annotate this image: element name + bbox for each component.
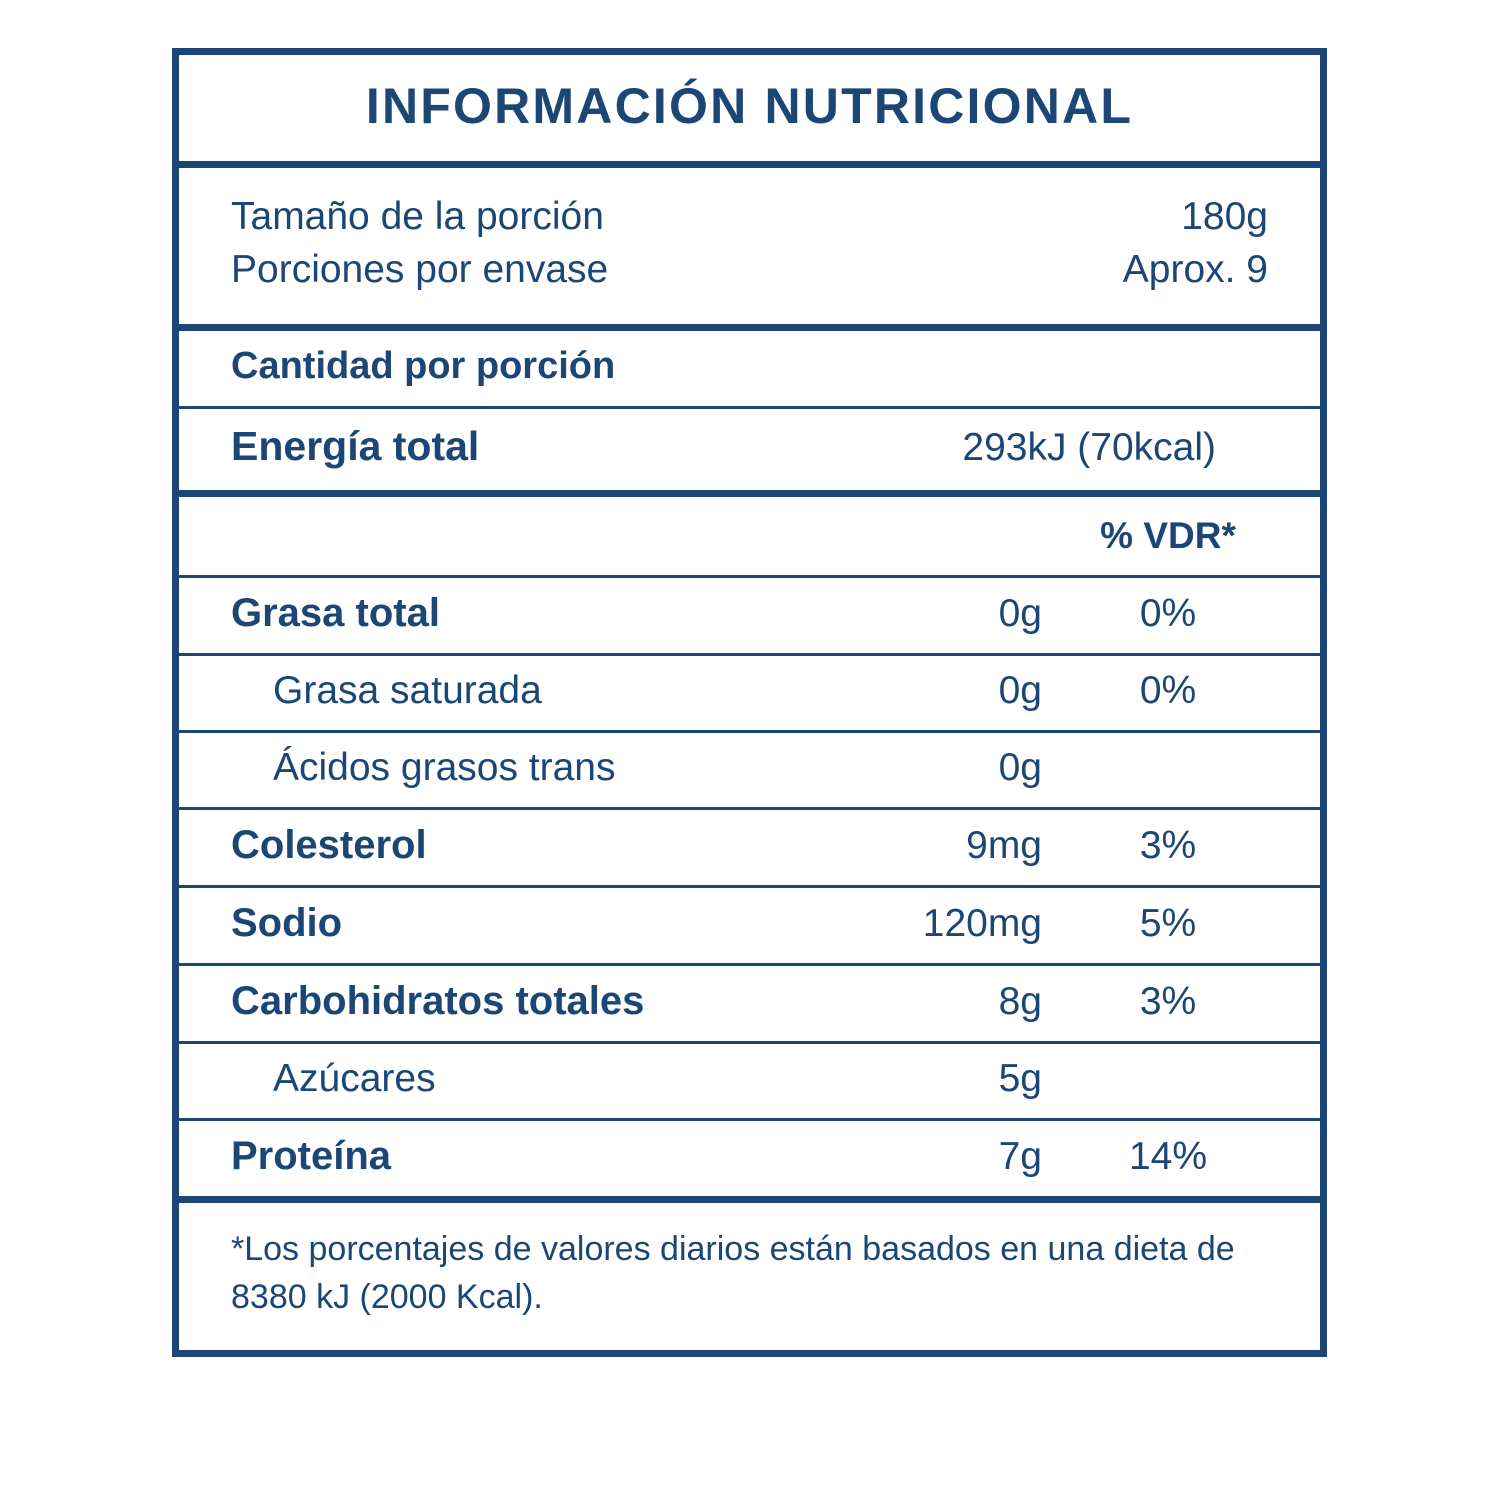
nutrient-amount: 9mg — [966, 824, 1042, 868]
table-row — [179, 1121, 1320, 1203]
nutrient-name: Sodio — [231, 901, 343, 946]
servings-per-container-value: Aprox. 9 — [1122, 248, 1268, 292]
amount-per-serving-row — [179, 331, 1320, 409]
table-row — [179, 1044, 1320, 1121]
page-title: INFORMACIÓN NUTRICIONAL — [365, 78, 1134, 134]
nutrient-percent: 3% — [1139, 824, 1197, 868]
nutrient-percent: 0% — [1139, 669, 1197, 713]
nutrient-name: Grasa total — [231, 591, 440, 636]
serving-size-line — [231, 190, 1268, 243]
daily-value-header: % VDR* — [1100, 515, 1236, 557]
servings-per-container-label: Porciones por envase — [231, 248, 609, 292]
daily-value-footnote: *Los porcentajes de valores diarios están basados en una dieta de 8380 kJ (2000 Kcal). — [231, 1230, 1235, 1317]
nutrient-name: Carbohidratos totales — [231, 979, 645, 1024]
nutrient-amount: 8g — [998, 980, 1042, 1024]
nutrient-name: Ácidos grasos trans — [273, 746, 616, 790]
footnote-row — [179, 1203, 1320, 1350]
nutrient-amount: 0g — [998, 746, 1042, 790]
nutrition-facts-panel — [172, 48, 1327, 1357]
nutrient-amount: 120mg — [922, 902, 1042, 946]
serving-size-value: 180g — [1181, 195, 1268, 238]
servings-per-container-line — [231, 243, 1268, 296]
table-row — [179, 578, 1320, 656]
title-row — [179, 55, 1320, 168]
nutrient-percent: 5% — [1139, 902, 1197, 946]
daily-value-header-row — [179, 497, 1320, 578]
nutrient-amount: 0g — [998, 592, 1042, 636]
nutrient-amount: 5g — [998, 1057, 1042, 1101]
table-row — [179, 810, 1320, 888]
nutrient-name: Colesterol — [231, 823, 427, 868]
table-row — [179, 966, 1320, 1044]
amount-per-serving-label: Cantidad por porción — [231, 345, 616, 388]
serving-information — [179, 168, 1320, 331]
nutrient-percent: 0% — [1139, 592, 1197, 636]
table-row — [179, 888, 1320, 966]
nutrient-name: Grasa saturada — [273, 669, 542, 713]
nutrient-name: Azúcares — [273, 1057, 436, 1101]
nutrient-amount: 0g — [998, 669, 1042, 713]
serving-size-label: Tamaño de la porción — [231, 195, 604, 238]
energy-row — [179, 409, 1320, 497]
energy-label: Energía total — [231, 423, 480, 470]
table-row — [179, 656, 1320, 733]
table-row — [179, 733, 1320, 810]
nutrient-amount: 7g — [998, 1135, 1042, 1179]
nutrient-percent: 3% — [1139, 980, 1197, 1024]
nutrient-percent: 14% — [1128, 1135, 1208, 1179]
energy-value: 293kJ (70kcal) — [962, 426, 1216, 470]
nutrient-name: Proteína — [231, 1134, 392, 1179]
